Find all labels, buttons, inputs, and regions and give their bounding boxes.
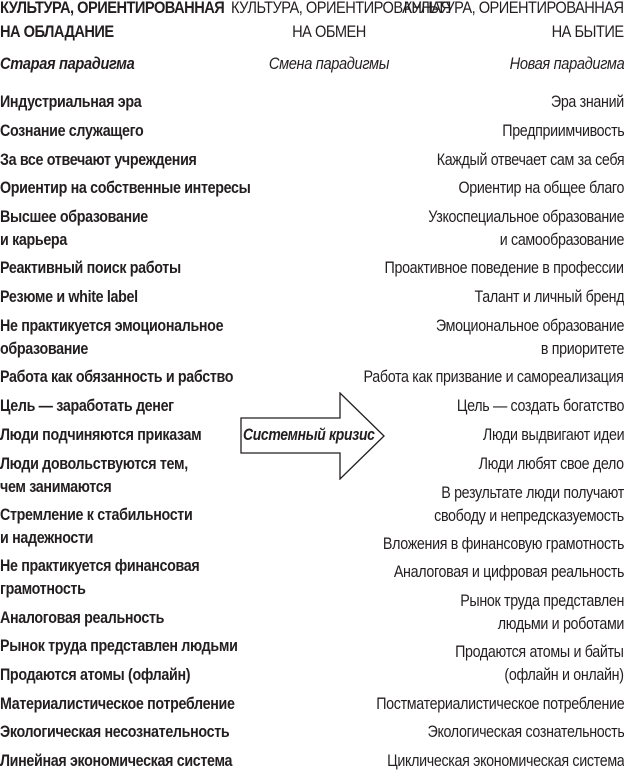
header-exchange-line-2: НА ОБМЕН [292,22,366,41]
old-paradigm-item-line: Люди довольствуются тем, [0,454,188,473]
new-paradigm-item [376,692,624,715]
new-paradigm-item-line: Цель — создать богатство [456,396,624,415]
old-paradigm-item [0,554,199,600]
new-paradigm-item-line: Эмоциональное образование [435,316,624,335]
old-paradigm-item [0,176,251,199]
old-paradigm-item [0,314,223,360]
new-paradigm-item [458,176,624,199]
new-paradigm-item-line: Проактивное поведение в профессии [384,258,624,277]
old-paradigm-item [0,749,232,772]
new-paradigm-item-line: Циклическая экономическая система [386,751,624,770]
new-paradigm-item-line: Рынок труда представлен [460,591,624,610]
new-paradigm-item-line: Узкоспециальное образование [428,207,624,226]
old-paradigm-item [0,365,233,388]
new-paradigm-item-line: и самообразование [499,230,624,249]
old-paradigm-item-line: грамотность [0,579,86,598]
old-paradigm-item-line: Люди подчиняются приказам [0,425,202,444]
new-paradigm-item [483,423,624,446]
old-paradigm-item-line: Аналоговая реальность [0,608,165,627]
old-paradigm-item [0,90,141,113]
old-paradigm-item [0,606,164,629]
header-exchange-culture [230,0,451,44]
new-paradigm-item [502,119,624,142]
old-paradigm-item [0,423,201,446]
new-paradigm-item [428,205,624,251]
header-having-culture [0,0,224,44]
new-paradigm-item [364,365,624,388]
new-paradigm-item-line: Продаются атомы и байты [455,642,624,661]
old-paradigm-label: Старая парадигма [0,54,135,73]
new-paradigm-item-line: Предприимчивость [501,121,624,140]
new-paradigm-item [436,314,624,360]
old-paradigm-item-line: За все отвечают учреждения [0,150,197,169]
old-paradigm-item [0,692,235,715]
old-paradigm-item-line: Индустриальная эра [0,92,142,111]
old-paradigm-item-line: Стремление к стабильности [0,505,193,524]
old-paradigm-item-line: Материалистическое потребление [0,694,235,713]
new-paradigm-item [385,256,624,279]
new-paradigm-item [436,148,624,171]
old-paradigm-item [0,663,190,686]
old-paradigm-item-line: чем занимаются [0,477,112,496]
new-paradigm-item-line: Каждый отвечает сам за себя [436,150,624,169]
old-paradigm-item-line: Ориентир на собственные интересы [0,178,251,197]
new-paradigm-item-line: людьми и роботами [497,614,624,633]
header-exchange-line-1: КУЛЬТУРА, ОРИЕНТИРОВАННАЯ [230,0,451,17]
old-paradigm-item [0,256,181,279]
new-paradigm-item [427,720,624,743]
new-paradigm-item [455,640,624,686]
new-paradigm-item [387,749,624,772]
new-paradigm-item-line: (офлайн и онлайн) [504,665,624,684]
new-paradigm-item-line: Постматериалистическое потребление [375,694,624,713]
new-paradigm-item-line: Аналоговая и цифровая реальность [393,562,624,581]
new-paradigm-item-line: Экологическая сознательность [427,722,624,741]
new-paradigm-item [479,452,624,475]
old-paradigm-item-line: Не практикуется финансовая [0,556,200,575]
old-paradigm-item [0,394,174,417]
new-paradigm-item [551,90,624,113]
old-paradigm-item [0,503,192,549]
old-paradigm-item-line: образование [0,339,89,358]
header-having-line-2: НА ОБЛАДАНИЕ [0,22,114,41]
old-paradigm-item-line: Высшее образование [0,207,148,226]
old-paradigm-item-line: Резюме и white label [0,287,138,306]
new-paradigm-item [383,532,624,555]
new-paradigm-item [394,560,624,583]
new-paradigm-item-line: Эра знаний [551,92,624,111]
old-paradigm-item-line: и карьера [0,230,67,249]
new-paradigm-item [474,285,624,308]
header-being-line-2: НА БЫТИЕ [552,22,624,41]
new-paradigm-item-line: Люди выдвигают идеи [482,425,624,444]
new-paradigm-item [460,589,624,635]
system-crisis-label: Системный кризис [243,425,375,444]
new-paradigm-item-line: в приоритете [540,339,624,358]
old-paradigm-item-line: Цель — заработать денег [0,396,174,415]
old-paradigm-item [0,720,229,743]
old-paradigm-item [0,148,197,171]
old-paradigm-item [0,634,238,657]
old-paradigm-item-line: Экологическая несознательность [0,722,230,741]
new-paradigm-item-line: Вложения в финансовую грамотность [382,534,624,553]
old-paradigm-item-line: Рынок труда представлен людьми [0,636,238,655]
old-paradigm-item-line: Сознание служащего [0,121,144,140]
old-paradigm-item [0,119,143,142]
new-paradigm-item-line: Талант и личный бренд [474,287,624,306]
new-paradigm-item [434,481,624,527]
old-paradigm-item-line: Работа как обязанность и рабство [0,367,234,386]
old-paradigm-item-line: и надежности [0,528,94,547]
old-paradigm-item-line: Не практикуется эмоциональное [0,316,224,335]
new-paradigm-item-line: В результате люди получают [441,483,624,502]
new-paradigm-item-line: свободу и непредсказуемость [434,506,624,525]
old-paradigm-item-line: Реактивный поиск работы [0,258,181,277]
new-paradigm-label: Новая парадигма [509,54,624,73]
new-paradigm-item [457,394,624,417]
new-paradigm-item-line: Работа как призвание и самореализация [363,367,624,386]
old-paradigm-item [0,285,138,308]
old-paradigm-item [0,452,188,498]
header-being-line-1: КУЛЬТУРА, ОРИЕНТИРОВАННАЯ [404,0,624,17]
paradigm-shift-label: Смена парадигмы [268,54,390,73]
old-paradigm-item [0,205,148,251]
new-paradigm-item-line: Ориентир на общее благо [458,178,624,197]
old-paradigm-item-line: Продаются атомы (офлайн) [0,665,191,684]
new-paradigm-item-line: Люди любят свое дело [478,454,624,473]
old-paradigm-item-line: Линейная экономическая система [0,751,233,770]
header-having-line-1: КУЛЬТУРА, ОРИЕНТИРОВАННАЯ [0,0,225,17]
header-being-culture [404,0,624,44]
